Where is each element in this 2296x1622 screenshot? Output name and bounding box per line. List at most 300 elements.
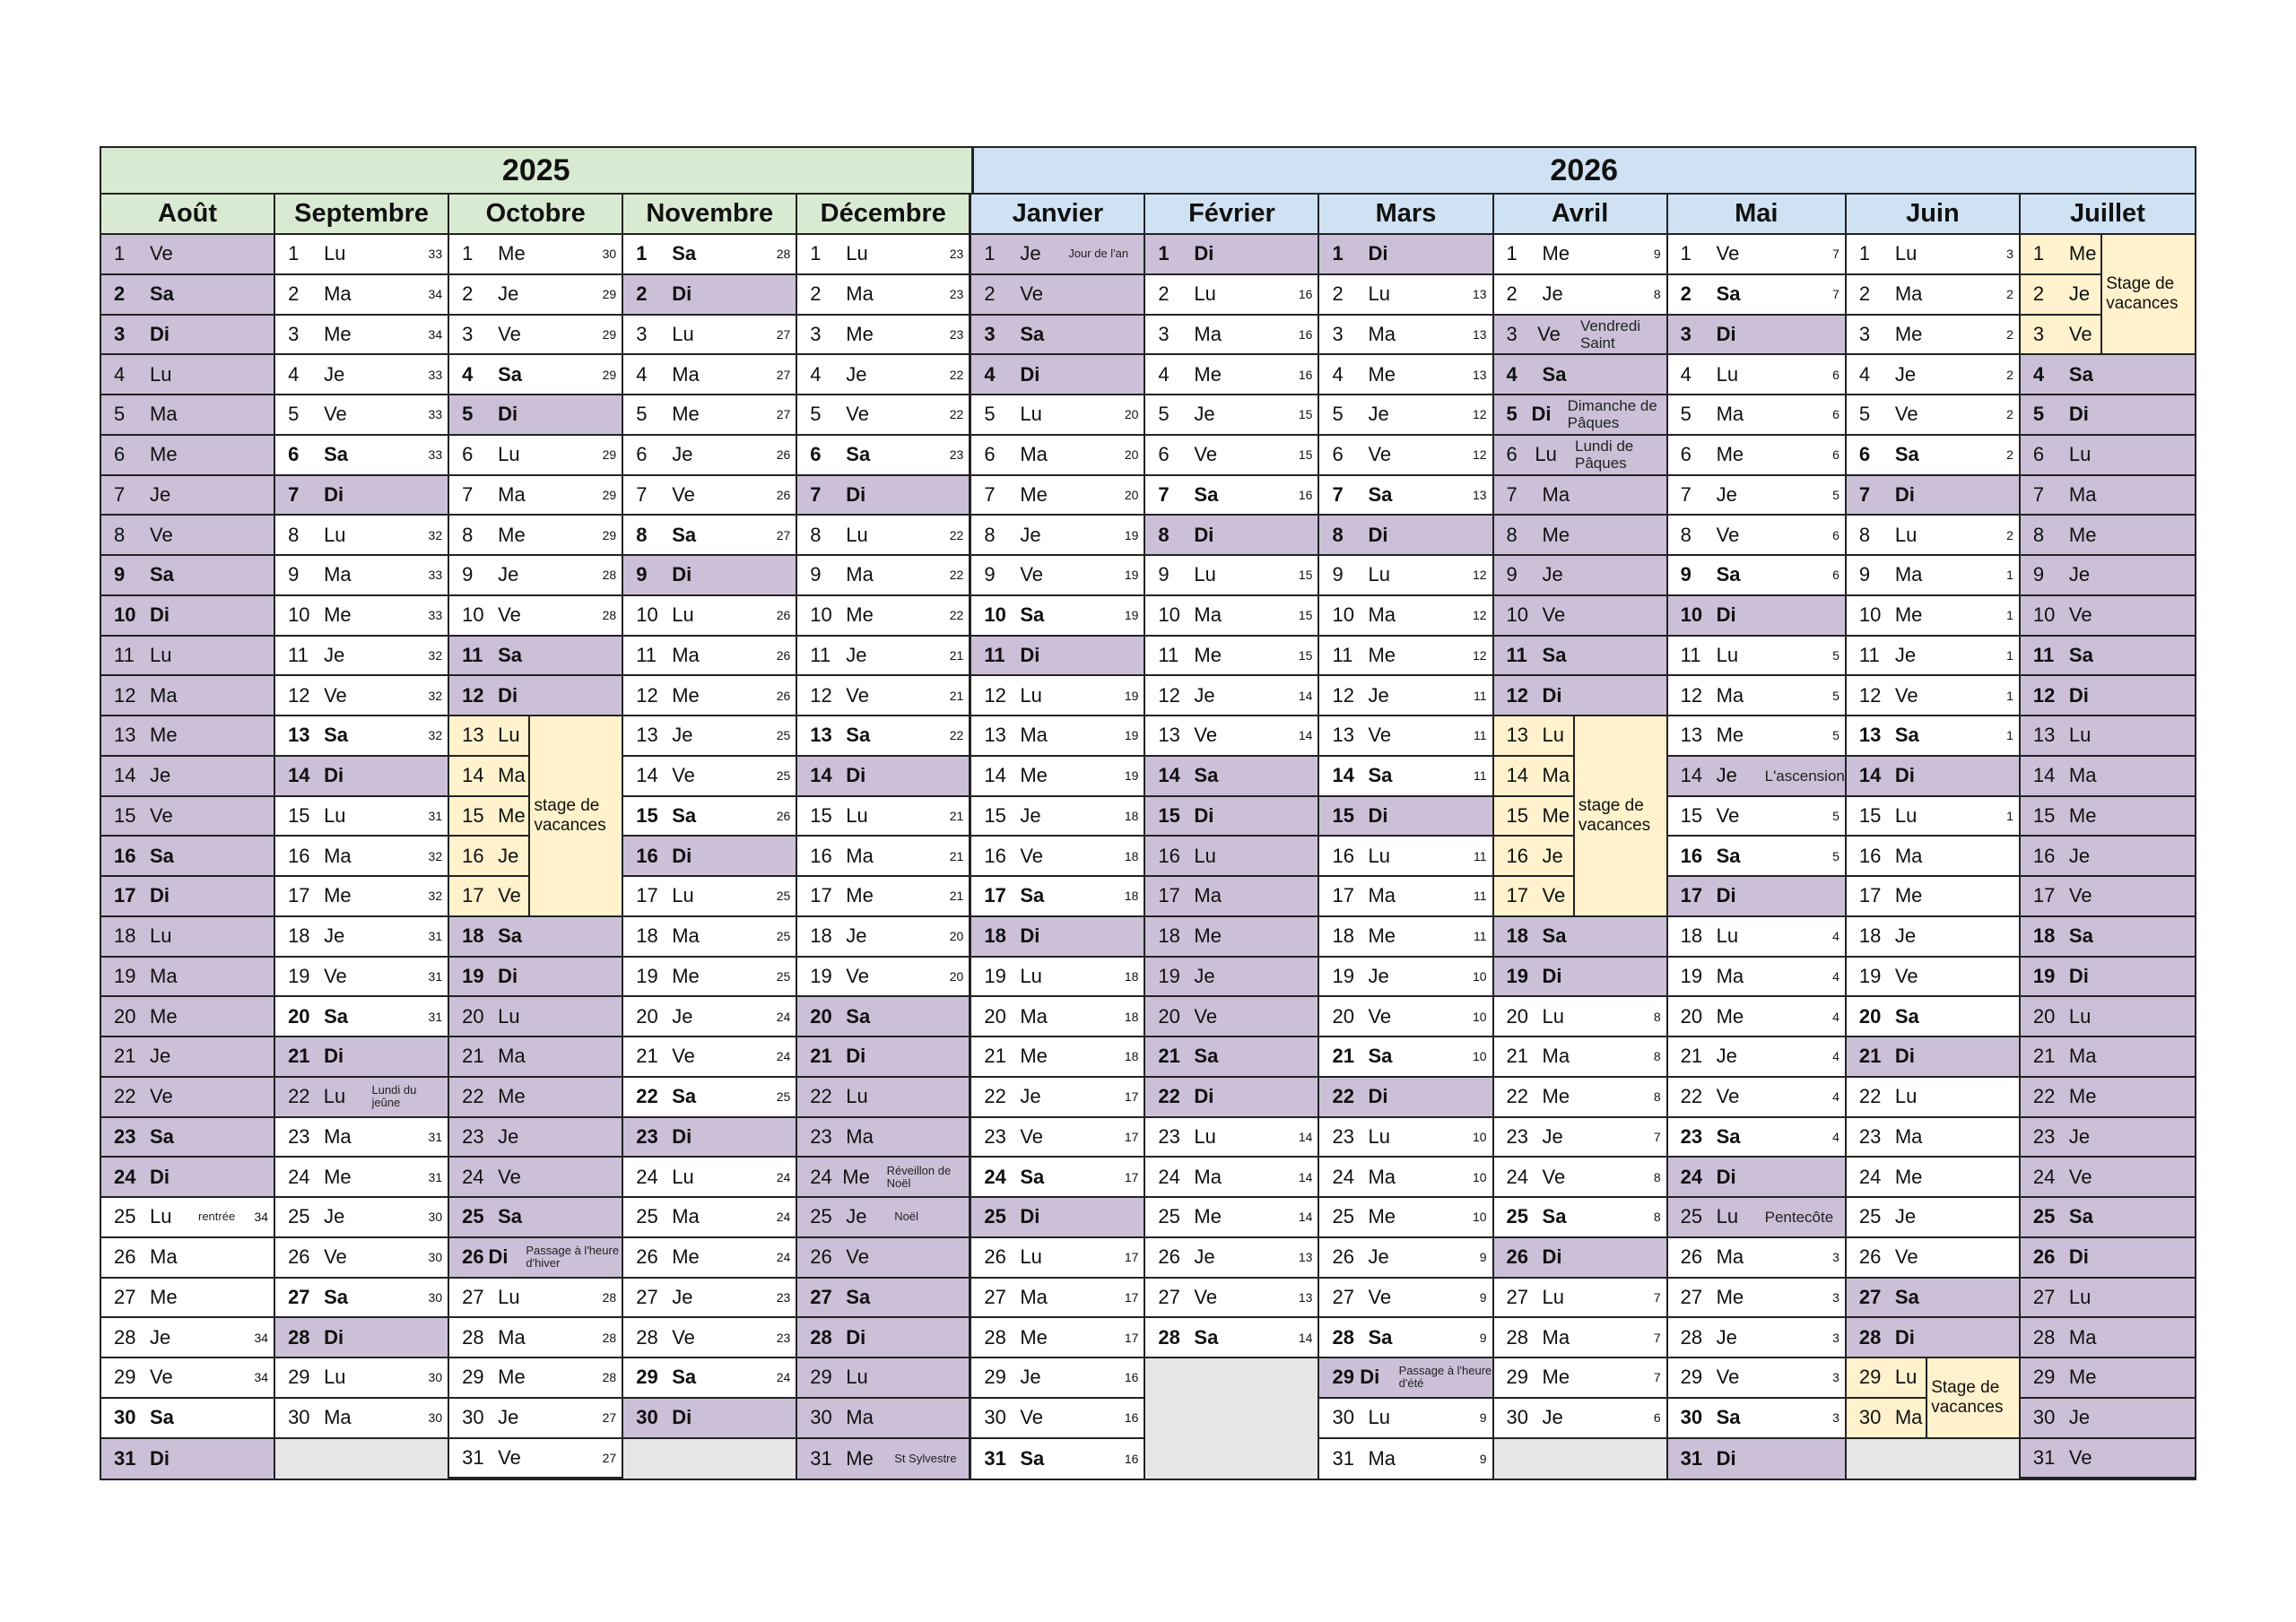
day-number: 28 <box>1680 1325 1703 1349</box>
weekday-abbrev: Ve <box>150 242 173 265</box>
day-number: 8 <box>462 523 474 546</box>
weekday-abbrev: Lu <box>323 1085 346 1108</box>
day-number: 19 <box>1332 964 1354 987</box>
day-cell <box>1847 1238 2019 1279</box>
week-count: 9 <box>1479 1330 1487 1345</box>
day-cell <box>623 757 796 797</box>
week-count: 32 <box>428 889 443 904</box>
day-number: 16 <box>1680 844 1703 867</box>
weekday-abbrev: Ma <box>150 403 178 426</box>
holiday-note: Passage à l'heure d'été <box>1398 1364 1492 1391</box>
day-cell <box>1319 1078 1492 1118</box>
weekday-abbrev: Je <box>1020 242 1041 265</box>
weekday-abbrev: Di <box>1894 1045 1915 1068</box>
weekday-abbrev: Ma <box>1020 1285 1048 1308</box>
day-number: 22 <box>2032 1085 2056 1108</box>
day-number: 17 <box>114 884 136 907</box>
week-count: 6 <box>1832 407 1839 422</box>
day-number: 28 <box>288 1325 310 1349</box>
day-cell <box>101 436 274 476</box>
day-number: 11 <box>288 643 309 666</box>
weekday-abbrev: Me <box>150 1285 178 1308</box>
day-number: 1 <box>1858 242 1871 265</box>
day-cell <box>1847 235 2019 275</box>
day-cell <box>623 797 796 837</box>
weekday-abbrev: Sa <box>1542 362 1567 386</box>
week-count: 23 <box>949 287 964 302</box>
day-cell <box>1145 275 1318 316</box>
weekday-abbrev: Me <box>1194 643 1222 666</box>
day-number: 7 <box>288 482 300 506</box>
day-cell <box>971 676 1144 716</box>
day-cell <box>101 235 274 275</box>
weekday-abbrev: Me <box>1894 322 1923 345</box>
day-cell <box>1145 556 1318 596</box>
day-cell <box>449 1399 622 1439</box>
day-cell <box>1668 275 1845 316</box>
week-count: 22 <box>949 728 964 743</box>
weekday-abbrev: Di <box>672 563 692 586</box>
day-cell <box>101 1399 274 1439</box>
weekday-abbrev: Lu <box>324 1366 346 1389</box>
day-number: 3 <box>288 322 300 345</box>
week-count: 33 <box>428 367 443 382</box>
weekday-abbrev: Ve <box>1542 884 1566 907</box>
day-cell <box>1847 1037 2019 1078</box>
weekday-abbrev: Ma <box>1542 482 1570 506</box>
week-count: 2 <box>2006 326 2013 342</box>
weekday-abbrev: Di <box>1194 523 1214 546</box>
weekday-abbrev: Je <box>1542 844 1563 867</box>
day-cell <box>797 1037 969 1078</box>
weekday-abbrev: Je <box>150 1325 171 1349</box>
day-cell <box>1494 1358 1666 1399</box>
day-number: 22 <box>1158 1085 1180 1108</box>
day-number: 25 <box>810 1205 832 1228</box>
day-cell <box>1847 797 2019 837</box>
day-number: 28 <box>1506 1325 1529 1349</box>
day-cell <box>1319 1158 1492 1198</box>
weekday-abbrev: Di <box>672 844 692 867</box>
weekday-abbrev: Ve <box>150 523 173 546</box>
day-number: 25 <box>1858 1205 1882 1228</box>
day-cell <box>623 395 796 436</box>
day-cell <box>449 1078 622 1118</box>
day-cell <box>1668 235 1845 275</box>
holiday-note: St Sylvestre <box>894 1451 957 1465</box>
day-number: 11 <box>810 643 831 666</box>
day-cell <box>1847 1078 2019 1118</box>
day-number: 23 <box>1158 1124 1180 1148</box>
day-cell <box>1319 1399 1492 1439</box>
day-number: 10 <box>1332 603 1354 627</box>
weekday-abbrev: Je <box>1368 964 1389 987</box>
day-number: 28 <box>114 1325 136 1349</box>
weekday-abbrev: Sa <box>672 803 697 827</box>
day-number: 10 <box>288 603 310 627</box>
day-cell <box>2021 1118 2195 1158</box>
day-number: 4 <box>1506 362 1518 386</box>
day-cell <box>971 1439 1144 1479</box>
month-column-1 <box>275 195 449 1479</box>
week-count: 3 <box>2006 247 2013 262</box>
weekday-abbrev: Ve <box>324 964 347 987</box>
day-cell <box>275 556 448 596</box>
weekday-abbrev: Lu <box>1368 282 1390 306</box>
weekday-abbrev: Lu <box>672 1165 694 1188</box>
weekday-abbrev: Lu <box>150 643 172 666</box>
day-cell <box>971 476 1144 516</box>
day-number: 11 <box>1332 643 1353 666</box>
day-cell <box>275 797 448 837</box>
day-cell <box>797 997 969 1037</box>
day-number: 1 <box>114 242 126 265</box>
day-cell <box>1847 316 2019 356</box>
week-count: 28 <box>602 568 617 583</box>
day-cell <box>449 1118 622 1158</box>
day-number: 12 <box>288 683 310 707</box>
weekday-abbrev: Di <box>1542 964 1562 987</box>
day-cell <box>1668 1118 1845 1158</box>
day-cell <box>275 637 448 677</box>
weekday-abbrev: Lu <box>1020 964 1042 987</box>
day-number: 27 <box>288 1285 310 1308</box>
week-count: 13 <box>1472 367 1487 382</box>
weekday-abbrev: Ve <box>150 1085 173 1108</box>
day-number: 31 <box>114 1446 136 1470</box>
week-count: 22 <box>949 608 964 623</box>
weekday-abbrev: Me <box>1894 603 1923 627</box>
weekday-abbrev: Sa <box>846 724 871 747</box>
day-cell <box>1319 958 1492 998</box>
week-count: 8 <box>1653 1089 1661 1105</box>
weekday-abbrev: Ma <box>1368 884 1396 907</box>
day-cell <box>2021 1037 2195 1078</box>
day-cell <box>1668 877 1845 917</box>
day-cell <box>2021 476 2195 516</box>
day-number: 31 <box>984 1446 1006 1470</box>
weekday-abbrev: Je <box>672 443 693 466</box>
week-count: 14 <box>1298 688 1313 703</box>
weekday-abbrev: Lu <box>1194 1124 1216 1148</box>
weekday-abbrev: Ma <box>498 1325 526 1349</box>
day-number: 6 <box>1506 443 1518 466</box>
day-number: 12 <box>114 683 136 707</box>
weekday-abbrev: Sa <box>846 443 871 466</box>
day-number: 18 <box>636 924 658 948</box>
week-count: 31 <box>428 808 443 823</box>
day-number: 14 <box>288 764 310 787</box>
day-number: 3 <box>984 322 996 345</box>
week-count: 31 <box>428 929 443 944</box>
weekday-abbrev: Je <box>846 1205 867 1228</box>
weekday-abbrev: Ve <box>2068 884 2092 907</box>
holiday-note: Lundi de Pâques <box>1575 438 1634 473</box>
day-cell <box>275 1198 448 1238</box>
day-number: 11 <box>1858 643 1880 666</box>
week-count: 13 <box>1472 287 1487 302</box>
weekday-abbrev: Sa <box>2068 924 2093 948</box>
day-cell <box>275 1279 448 1319</box>
day-number: 5 <box>2032 403 2045 426</box>
day-cell <box>1668 355 1845 395</box>
weekday-abbrev: Lu <box>1894 523 1918 546</box>
week-count: 16 <box>1298 287 1313 302</box>
day-number: 9 <box>1680 563 1692 586</box>
weekday-abbrev: Di <box>1194 803 1214 827</box>
day-cell <box>1847 516 2019 556</box>
day-number: 28 <box>636 1325 658 1349</box>
week-count: 11 <box>1473 848 1487 863</box>
month-header: Juin <box>1847 195 2019 235</box>
week-count: 25 <box>776 889 791 904</box>
day-number: 7 <box>1506 482 1518 506</box>
week-count: 14 <box>1298 1169 1313 1184</box>
week-count: 13 <box>1298 1250 1313 1265</box>
week-count: 32 <box>428 728 443 743</box>
day-number: 16 <box>1506 844 1529 867</box>
day-cell <box>623 1198 796 1238</box>
day-cell <box>2021 1078 2195 1118</box>
week-count: 10 <box>1472 1169 1487 1184</box>
day-number: 1 <box>636 242 648 265</box>
week-count: 30 <box>428 1250 443 1265</box>
day-number: 1 <box>2032 242 2045 265</box>
day-cell <box>1319 1318 1492 1358</box>
week-count: 32 <box>428 527 443 542</box>
week-count: 5 <box>1832 728 1839 743</box>
day-number: 30 <box>810 1406 832 1429</box>
day-number: 17 <box>984 884 1006 907</box>
day-cell <box>1668 1078 1845 1118</box>
day-number: 30 <box>984 1406 1006 1429</box>
weekday-abbrev: Ma <box>324 282 352 306</box>
day-cell <box>1668 676 1845 716</box>
week-count: 12 <box>1472 568 1487 583</box>
day-cell <box>971 637 1144 677</box>
weekday-abbrev: Me <box>150 724 178 747</box>
day-number: 7 <box>1680 482 1692 506</box>
day-cell <box>2021 1158 2195 1198</box>
weekday-abbrev: Je <box>1542 1406 1563 1429</box>
day-number: 2 <box>288 282 300 306</box>
day-number: 6 <box>288 443 300 466</box>
day-number: 10 <box>114 603 136 627</box>
weekday-abbrev: Lu <box>672 603 694 627</box>
week-count: 6 <box>1832 527 1839 542</box>
day-number: 17 <box>2032 884 2056 907</box>
day-cell <box>1145 596 1318 637</box>
week-count: 23 <box>949 326 964 342</box>
day-number: 14 <box>462 764 484 787</box>
day-cell <box>1319 395 1492 436</box>
weekday-abbrev: Me <box>1542 803 1570 827</box>
day-number: 1 <box>1680 242 1692 265</box>
day-number: 14 <box>114 764 136 787</box>
year-header-2026: 2026 <box>974 148 2196 193</box>
week-count: 31 <box>428 1169 443 1184</box>
weekday-abbrev: Ma <box>672 362 700 386</box>
day-cell <box>1494 1118 1666 1158</box>
week-count: 1 <box>2006 568 2013 583</box>
day-cell <box>797 676 969 716</box>
day-number: 18 <box>2032 924 2056 948</box>
day-cell <box>1668 596 1845 637</box>
day-number: 15 <box>1332 803 1354 827</box>
day-number: 15 <box>810 803 832 827</box>
day-cell <box>449 316 622 356</box>
weekday-abbrev: Me <box>2068 1085 2097 1108</box>
day-cell <box>1319 235 1492 275</box>
day-number: 19 <box>114 964 136 987</box>
week-count: 8 <box>1653 1169 1661 1184</box>
day-cell <box>623 1279 796 1319</box>
week-count: 16 <box>1124 1410 1139 1426</box>
day-number: 25 <box>114 1205 136 1228</box>
day-number: 2 <box>1680 282 1692 306</box>
week-count: 16 <box>1124 1370 1139 1385</box>
weekday-abbrev: Me <box>324 1165 352 1188</box>
week-count: 26 <box>776 487 791 502</box>
day-number: 17 <box>1680 884 1703 907</box>
day-cell <box>1145 757 1318 797</box>
day-cell <box>623 716 796 757</box>
day-number: 20 <box>462 1004 484 1028</box>
day-number: 16 <box>114 844 136 867</box>
weekday-abbrev: Ma <box>2068 1045 2097 1068</box>
day-cell <box>449 516 622 556</box>
weekday-abbrev: Di <box>1542 1245 1562 1269</box>
weekday-abbrev: Je <box>1894 643 1917 666</box>
weekday-abbrev: Je <box>498 282 519 306</box>
day-cell <box>1847 837 2019 877</box>
day-cell <box>449 476 622 516</box>
week-count: 12 <box>1472 647 1487 663</box>
weekday-abbrev: Di <box>1194 1085 1214 1108</box>
day-cell <box>2021 596 2195 637</box>
day-cell <box>1145 476 1318 516</box>
day-number: 29 <box>1332 1366 1354 1389</box>
empty-cell <box>1494 1439 1666 1479</box>
weekday-abbrev: Lu <box>846 242 868 265</box>
day-number: 30 <box>1506 1406 1529 1429</box>
day-number: 20 <box>1332 1004 1354 1028</box>
day-number: 14 <box>1158 764 1180 787</box>
weekday-abbrev: Sa <box>1194 1045 1219 1068</box>
year-calendar <box>100 146 2196 1480</box>
weekday-abbrev: Di <box>672 282 692 306</box>
weekday-abbrev: Di <box>150 603 170 627</box>
week-count: 4 <box>1832 1129 1839 1144</box>
day-number: 4 <box>984 362 996 386</box>
weekday-abbrev: Me <box>672 683 700 707</box>
weekday-abbrev: Ve <box>324 403 347 426</box>
week-count: 12 <box>1472 608 1487 623</box>
day-number: 21 <box>1506 1045 1529 1068</box>
week-count: 22 <box>949 527 964 542</box>
stage-de-vacances-label: stage de vacances <box>1573 716 1666 915</box>
week-count: 9 <box>1479 1250 1487 1265</box>
weekday-abbrev: Ma <box>1542 1045 1570 1068</box>
weekday-abbrev: Ve <box>1716 803 1740 827</box>
week-count: 11 <box>1473 889 1487 904</box>
day-number: 19 <box>984 964 1006 987</box>
day-number: 20 <box>114 1004 136 1028</box>
day-cell <box>1847 997 2019 1037</box>
weekday-abbrev: Ve <box>846 403 869 426</box>
day-number: 18 <box>810 924 832 948</box>
weekday-abbrev: Ve <box>2068 603 2092 627</box>
day-number: 9 <box>288 563 300 586</box>
day-number: 27 <box>1332 1285 1354 1308</box>
day-number: 11 <box>462 643 483 666</box>
weekday-abbrev: Di <box>1368 242 1388 265</box>
weekday-abbrev: Di <box>1020 1205 1040 1228</box>
day-cell <box>1668 1318 1845 1358</box>
day-number: 13 <box>2032 724 2056 747</box>
day-cell <box>1494 1279 1666 1319</box>
day-cell <box>1668 395 1845 436</box>
week-count: 10 <box>1472 1049 1487 1064</box>
month-header: Février <box>1145 195 1318 235</box>
weekday-abbrev: Ma <box>1542 1325 1570 1349</box>
day-number: 9 <box>984 563 996 586</box>
day-cell <box>1668 1399 1845 1439</box>
day-cell <box>101 395 274 436</box>
week-count: 30 <box>428 1370 443 1385</box>
day-number: 16 <box>984 844 1006 867</box>
week-count: 27 <box>602 1450 617 1465</box>
day-number: 25 <box>636 1205 658 1228</box>
weekday-abbrev: Di <box>150 1446 170 1470</box>
day-cell <box>797 1198 969 1238</box>
day-number: 13 <box>462 724 484 747</box>
day-number: 13 <box>1858 724 1882 747</box>
week-count: 1 <box>2006 647 2013 663</box>
day-number: 25 <box>1158 1205 1180 1228</box>
day-number: 28 <box>1858 1325 1882 1349</box>
weekday-abbrev: Ve <box>1894 683 1918 707</box>
weekday-abbrev: Lu <box>498 1285 520 1308</box>
day-number: 3 <box>462 322 474 345</box>
weekday-abbrev: Je <box>846 924 867 948</box>
week-count: 26 <box>776 647 791 663</box>
day-number: 18 <box>1332 924 1354 948</box>
weekday-abbrev: Je <box>2068 282 2091 306</box>
weekday-abbrev: Ve <box>498 884 521 907</box>
day-number: 29 <box>1858 1366 1882 1389</box>
day-number: 6 <box>1858 443 1871 466</box>
week-count: 8 <box>1653 1210 1661 1225</box>
day-number: 8 <box>2032 523 2045 546</box>
week-count: 16 <box>1298 326 1313 342</box>
weekday-abbrev: Me <box>1194 1205 1222 1228</box>
day-cell <box>2021 676 2195 716</box>
day-number: 17 <box>1506 884 1529 907</box>
day-number: 12 <box>1858 683 1882 707</box>
weekday-abbrev: Sa <box>1368 1325 1393 1349</box>
day-cell <box>1847 917 2019 958</box>
day-cell <box>2021 1439 2195 1479</box>
month-header: Mai <box>1668 195 1845 235</box>
weekday-abbrev: Ve <box>1537 322 1561 345</box>
weekday-abbrev: Je <box>1020 523 1041 546</box>
day-cell <box>623 316 796 356</box>
week-count: 2 <box>2006 527 2013 542</box>
weekday-abbrev: Sa <box>498 643 523 666</box>
day-number: 15 <box>462 803 484 827</box>
weekday-abbrev: Di <box>1716 1446 1736 1470</box>
